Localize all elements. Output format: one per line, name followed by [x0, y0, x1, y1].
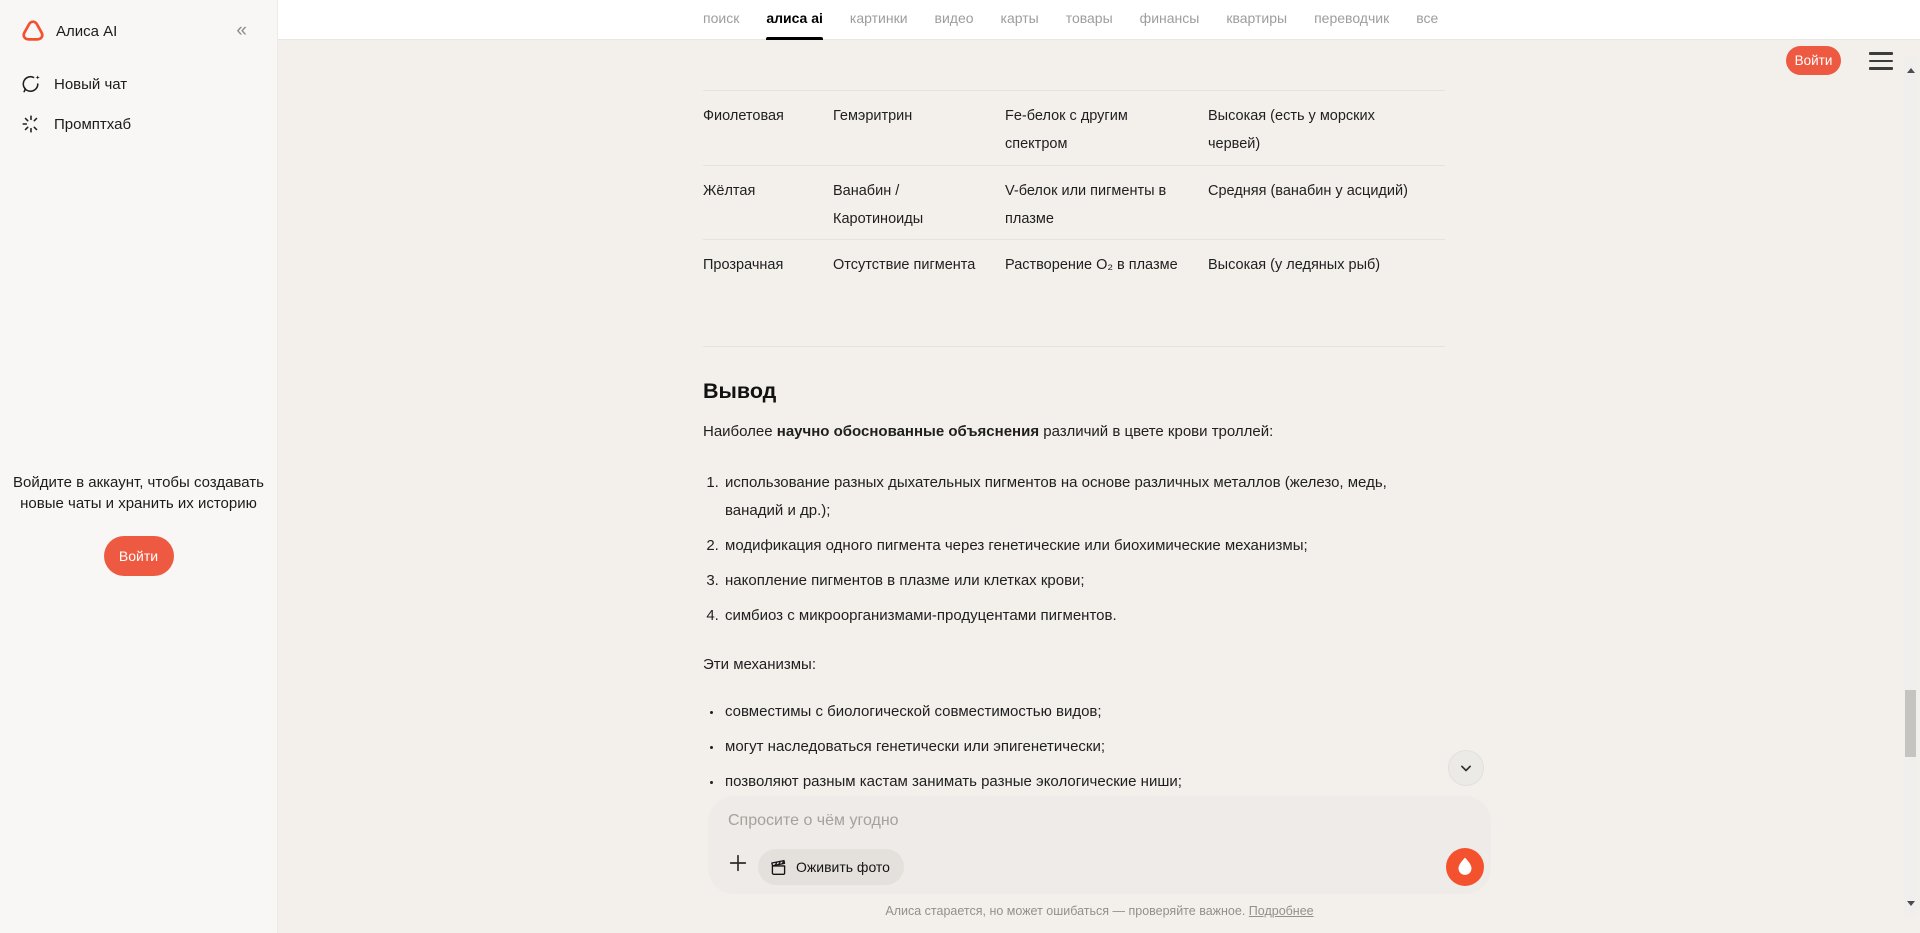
scrollbar-up-arrow[interactable]: [1907, 68, 1915, 73]
disclaimer: [708, 904, 1491, 918]
table-cell: Высокая (у ледяных рыб): [1208, 257, 1381, 273]
service-tabs: [703, 0, 1438, 40]
list-item: • позволяют разным кастам занимать разные экологические ниши;: [723, 768, 1445, 796]
tab-vse[interactable]: все: [1416, 10, 1439, 26]
chat-input-container: [708, 796, 1491, 894]
login-prompt-text: Войдите в аккаунт, чтобы создавать новые чаты и хранить их историю: [13, 474, 264, 512]
alice-voice-button[interactable]: [1446, 848, 1484, 886]
clapperboard-icon: [769, 858, 788, 877]
sidebar-item-new-chat[interactable]: [0, 64, 277, 104]
disclaimer-text: Алиса старается, но может ошибаться — проверяйте важное.: [885, 904, 1246, 918]
tab-karty[interactable]: карты: [1000, 10, 1039, 26]
disclaimer-more-link[interactable]: Подробнее: [1248, 904, 1314, 918]
prompthub-sparkle-icon: [20, 113, 42, 135]
collapse-sidebar-icon[interactable]: «: [236, 20, 247, 41]
list-item: 2. модификация одного пигмента через генетические или биохимические механизмы;: [723, 532, 1445, 560]
sidebar-nav: [0, 64, 277, 144]
list-item: • могут наследоваться генетически или эпигенетически;: [723, 733, 1445, 761]
app-title: Алиса AI: [56, 22, 118, 40]
sidebar: [0, 0, 278, 933]
sidebar-item-label: Новый чат: [54, 75, 128, 93]
tab-alisa-ai[interactable]: алиса ai: [766, 0, 823, 40]
table-cell: Жёлтая: [703, 183, 756, 199]
login-prompt-block: [12, 472, 265, 576]
intro-suffix: различий в цвете крови троллей:: [1039, 423, 1274, 440]
blood-pigments-table: [703, 90, 1445, 347]
tab-tovary[interactable]: товары: [1065, 10, 1113, 26]
table-row: [703, 91, 1445, 165]
header-login-button[interactable]: Войти: [1786, 46, 1841, 75]
page-scrollbar[interactable]: [1904, 56, 1917, 916]
table-cell: Fe-белок с другим спектром: [1005, 108, 1128, 152]
tab-perevodchik[interactable]: переводчик: [1314, 10, 1390, 26]
list-item: 4. симбиоз с микроорганизмами-продуцентами пигментов.: [723, 602, 1445, 630]
alice-orb-icon: [1446, 848, 1484, 886]
topbar: [278, 0, 1920, 40]
alice-logo-icon: [20, 18, 46, 44]
table-row: [703, 239, 1445, 346]
chat-answer-content: [703, 90, 1445, 803]
list-item: 3. накопление пигментов в плазме или клетках крови;: [723, 567, 1445, 595]
table-cell: Средняя (ванабин у асцидий): [1208, 183, 1408, 199]
mechanisms-intro: Эти механизмы:: [703, 656, 816, 673]
scrollbar-thumb[interactable]: [1905, 690, 1916, 757]
menu-hamburger-icon[interactable]: [1869, 52, 1893, 70]
table-cell: Прозрачная: [703, 257, 784, 273]
conclusion-intro: [703, 421, 1445, 443]
mechanisms-bullet-list: [703, 698, 1445, 796]
tab-finansy[interactable]: финансы: [1139, 10, 1200, 26]
table-cell: Растворение O₂ в плазме: [1005, 257, 1178, 273]
table-cell: Гемэритрин: [833, 108, 913, 124]
scrollbar-down-arrow[interactable]: [1907, 901, 1915, 906]
list-item: 1. использование разных дыхательных пигментов на основе различных металлов (железо, медь, ванадий и др.);: [723, 469, 1445, 525]
table-row: [703, 165, 1445, 239]
chat-input[interactable]: [728, 806, 1431, 836]
conclusion-heading: Вывод: [703, 379, 777, 403]
explanations-numbered-list: [703, 469, 1445, 630]
tab-kvartiry[interactable]: квартиры: [1226, 10, 1288, 26]
sidebar-item-label: Промптхаб: [54, 115, 132, 133]
revive-photo-label: Оживить фото: [796, 859, 890, 875]
table-cell: V-белок или пигменты в плазме: [1005, 183, 1167, 227]
tab-kartinki[interactable]: картинки: [849, 10, 908, 26]
list-item: • совместимы с биологической совместимостью видов;: [723, 698, 1445, 726]
revive-photo-button[interactable]: [758, 849, 904, 885]
table-cell: Высокая (есть у морских червей): [1208, 108, 1375, 152]
new-chat-icon: [20, 73, 42, 95]
app-logo-row: [20, 16, 263, 46]
table-cell: Ванабин / Каротиноиды: [833, 183, 924, 227]
intro-prefix: Наиболее: [703, 423, 777, 440]
scroll-to-bottom-button[interactable]: [1448, 750, 1484, 786]
plus-icon: [727, 852, 749, 874]
sidebar-login-button[interactable]: Войти: [104, 536, 174, 576]
add-attachment-button[interactable]: [726, 851, 750, 875]
intro-bold: научно обоснованные объяснения: [776, 423, 1040, 440]
table-cell: Фиолетовая: [703, 108, 784, 124]
tab-video[interactable]: видео: [934, 10, 974, 26]
chevron-down-icon: [1456, 758, 1476, 778]
tab-poisk[interactable]: поиск: [703, 10, 740, 26]
table-cell: Отсутствие пигмента: [833, 257, 976, 273]
sidebar-item-prompthub[interactable]: [0, 104, 277, 144]
